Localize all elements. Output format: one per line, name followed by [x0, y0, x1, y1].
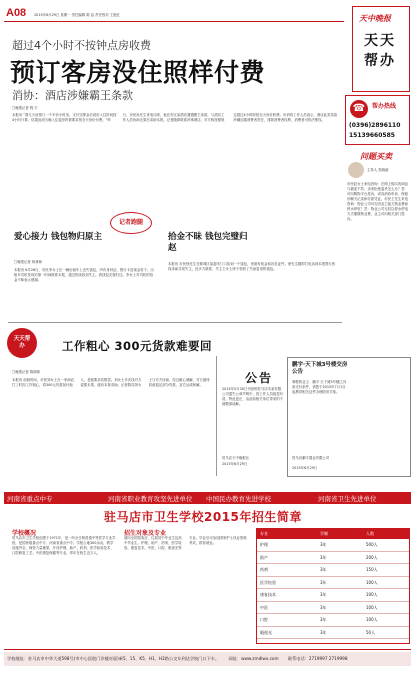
ad-table-cell: 3年	[320, 617, 327, 622]
ad-table-cell: 助产	[260, 554, 268, 560]
ad-table	[256, 528, 410, 644]
circle-badge	[110, 212, 152, 234]
ad-table-cell: 100人	[366, 592, 378, 597]
ad-table-cell: 医学检验	[260, 579, 276, 585]
notice-body: 2015年5月30日刊登的驻马店市某有限公司遗失公章声明中，因工作人员疏忽有误，特此更正，由此给相关单位带来的不便敬请谅解。	[222, 387, 284, 406]
qa-body: 市民赵女士来电咨询：在网上购买的商品与描述不符，卖家拒绝退货怎么办？答：可向购物平台投诉，或向消协申诉，保留好聊天记录和付款凭证。市民王先生来电咨询：物业公司可否因业主拖欠物业费而停水停电？答：物业公司无权以停水停电方式催缴物业费，业主可向相关部门投诉。	[347, 182, 409, 221]
column-logo-box	[352, 6, 410, 92]
ad-table-cell: 眼视光	[260, 629, 272, 635]
ad-footer-website: 网址：www.zmdlwx.com	[228, 656, 279, 661]
ad-bar-mid1: 河南省职业教育攻坚先进单位	[108, 495, 193, 503]
ad-banner-bar	[4, 492, 411, 504]
ad-footer-address: 学校地址：驻马店市中华大道598号(市中心医院门诊楼对面)乘5、15、K5、H1、H2路公交车到达学校门口下车。	[7, 656, 220, 661]
ad-intro-body: 驻马店市卫生学校创建于1971年，是一所全日制普通中等医学专业学校，是国家级重点中专、河南省重点中专。学校占地300余亩，教学设施齐全，师资力量雄厚，开设护理、助产、药剂、医学检验技术、口腔修复工艺、中医康复保健等专业，常年在校生近万人。	[12, 536, 116, 555]
wage-stamp	[7, 328, 37, 358]
ad-table-cell: 3年	[320, 542, 327, 547]
ad-table-header-cell: 人数	[366, 531, 374, 536]
ad-table-cell: 150人	[366, 567, 378, 572]
ad-recruit-title: 招生对象及专业	[124, 530, 167, 537]
wage-stamp-text: 天天帮办	[13, 336, 31, 349]
ad-table-row	[257, 614, 409, 627]
ad-table-row	[257, 602, 409, 615]
notice-date: 2015年6月29日	[222, 462, 248, 466]
wage-body: 本报讯 前段时间，市民刘女士在一家商店打工时因工作粗心，将300元货款误付他人，老板要求其赔偿。刘女士多次找对方索要未果，遂向本报求助。记者陪同刘女士与对方协商，经过耐心调解，对方最终同意退还部分货款，双方达成和解。	[12, 378, 210, 387]
qa-host: 主持人 张晓丽	[367, 168, 389, 172]
top-story-body: 本报讯 “我几天前预订一个平价小时房，支付完押金后说好入住时间按4小时计算，结果直到当晚入住退房时被要求按全天房价付费。”昨日，市民孙先生来电反映，他在市区某酒店遭遇霸王条款，与酒店工作人员协商无果后求助本报。记者随即联系涉事酒店，对方称按照规定超过4小时即按全天房价收费。市消协工作人员表示，酒店此类条款涉嫌加重消费者责任，排除消费者权利，消费者可依法维权。	[12, 113, 338, 122]
column-name: 天天帮办	[364, 33, 396, 69]
ad-table-cell: 3年	[320, 604, 327, 610]
ad-footer	[4, 652, 411, 666]
love-story-body: 本报讯 6月26日，市民李女士在一辆出租车上丢失钱包，内有身份证、银行卡及现金若干。出租车司机发现后第一时间联系本报，通过热线找到失主，将钱包完璧归还。李女士对司机的拾金不昧表示感谢。	[14, 268, 154, 282]
top-story-subhead: 消协：酒店涉嫌霸王条款	[12, 89, 133, 102]
ad-table-cell: 康复技术	[260, 592, 276, 597]
ad-table-cell: 100人	[366, 604, 378, 610]
ad-table-cell: 100人	[366, 617, 378, 622]
love-story-title: 爱心接力 钱包物归原主	[14, 232, 102, 242]
ad-table-cell: 药剂	[260, 567, 268, 572]
ad-table-row	[257, 552, 409, 565]
transfer-title: 鹏宇·天下城3号楼交房公告	[292, 362, 348, 375]
story3-title: 拾金不昧 钱包完璧归赵	[168, 232, 248, 253]
ad-table-cell: 3年	[320, 629, 327, 635]
qa-title: 问题买卖	[360, 152, 392, 161]
wage-headline: 工作粗心 300元货款难要回	[62, 339, 213, 353]
wage-byline: □晚报记者 陈刚林	[12, 370, 41, 374]
ad-table-cell: 3年	[320, 592, 327, 597]
love-story-byline: □晚报记者 杨林林	[14, 260, 43, 264]
ad-table-cell: 500人	[366, 542, 378, 547]
ad-table-header-cell: 专业	[260, 531, 268, 536]
ad-table-cell: 100人	[366, 579, 378, 585]
ad-table-cell: 中医	[260, 604, 268, 610]
hotline-phone-2: 15139660585	[349, 132, 395, 139]
ad-bar-right: 河南省卫生先进单位	[318, 495, 377, 503]
top-story-byline: □晚报记者 程 宇	[12, 106, 38, 110]
story3-body: 本报讯 市民徐先生在驿城区某超市门口捡到一个钱包，里面有现金和各类证件。徐先生随即打电话到本报帮办热线求助寻找失主，经多方联系，失主王女士终于领回了失而复得的钱包。	[168, 262, 336, 271]
ad-table-cell: 3年	[320, 554, 327, 560]
ad-table-row	[257, 577, 409, 590]
ad-table-row	[257, 564, 409, 577]
ad-table-cell: 3年	[320, 567, 327, 572]
ad-table-row	[257, 627, 409, 640]
ad-intro-title: 学校概况	[12, 530, 37, 537]
masthead-rule	[4, 21, 344, 22]
ad-table-header-cell: 学制	[320, 531, 328, 536]
ad-table-row	[257, 589, 409, 602]
ad-table-cell: 200人	[366, 554, 378, 560]
divider-1	[8, 322, 342, 323]
phone-icon: ☎	[350, 100, 368, 118]
ad-bar-mid2: 中国民办教育先进学校	[206, 495, 271, 503]
ad-table-cell: 口腔	[260, 617, 268, 622]
transfer-body: 尊敬的业主：鹏宇·天下城3号楼已具备交付条件，请您于2015年7月1日起携带相关证件办理收房手续。	[292, 380, 347, 394]
hotline-phone-1: (0396)2896110	[349, 122, 401, 129]
notice-org: 驻马店天中晚报社	[222, 456, 250, 460]
notice-title: 公告	[245, 371, 274, 385]
transfer-date: 2015年6月29日	[292, 466, 318, 470]
hotline-label: 帮办热线	[372, 103, 397, 110]
transfer-org: 驻马店鹏宇置业有限公司	[292, 456, 330, 460]
ad-table-cell: 50人	[366, 629, 376, 635]
ad-table-header	[257, 529, 409, 539]
divider-2	[216, 356, 217, 476]
ad-bar-left: 河南省重点中专	[7, 495, 53, 503]
ad-headline: 驻马店市卫生学校2015年招生简章	[104, 510, 302, 524]
paper-logo: 天中晚报	[359, 13, 391, 23]
circle-badge-text: 记者跑腿	[118, 219, 143, 226]
ad-table-row	[257, 539, 409, 552]
ad-footer-rule	[4, 649, 411, 650]
dateline: 2015年6月29日 星期一 责任编辑 陈 蕊 责任校对 王艳红	[34, 13, 120, 17]
top-story-kicker: 超过4个小时不按钟点房收费	[12, 39, 151, 52]
hotline-box	[345, 95, 410, 145]
ad-table-cell: 护理	[260, 542, 268, 547]
ad-recruit-body: 面向全国招收应、往届初中毕业生及高中毕业生。护理、助产、药剂、医学检验、康复技术、中医、口腔、眼视光等专业。毕业后可参加国家护士执业资格考试，推荐就业。	[124, 536, 247, 550]
top-story-headline: 预订客房没住照样付费	[10, 58, 266, 87]
ad-footer-phone: 联系电话：2719997 2719998	[287, 656, 348, 661]
ad-table-cell: 3年	[320, 579, 327, 585]
page-number: A08	[6, 7, 27, 19]
qa-host-avatar	[348, 162, 364, 178]
